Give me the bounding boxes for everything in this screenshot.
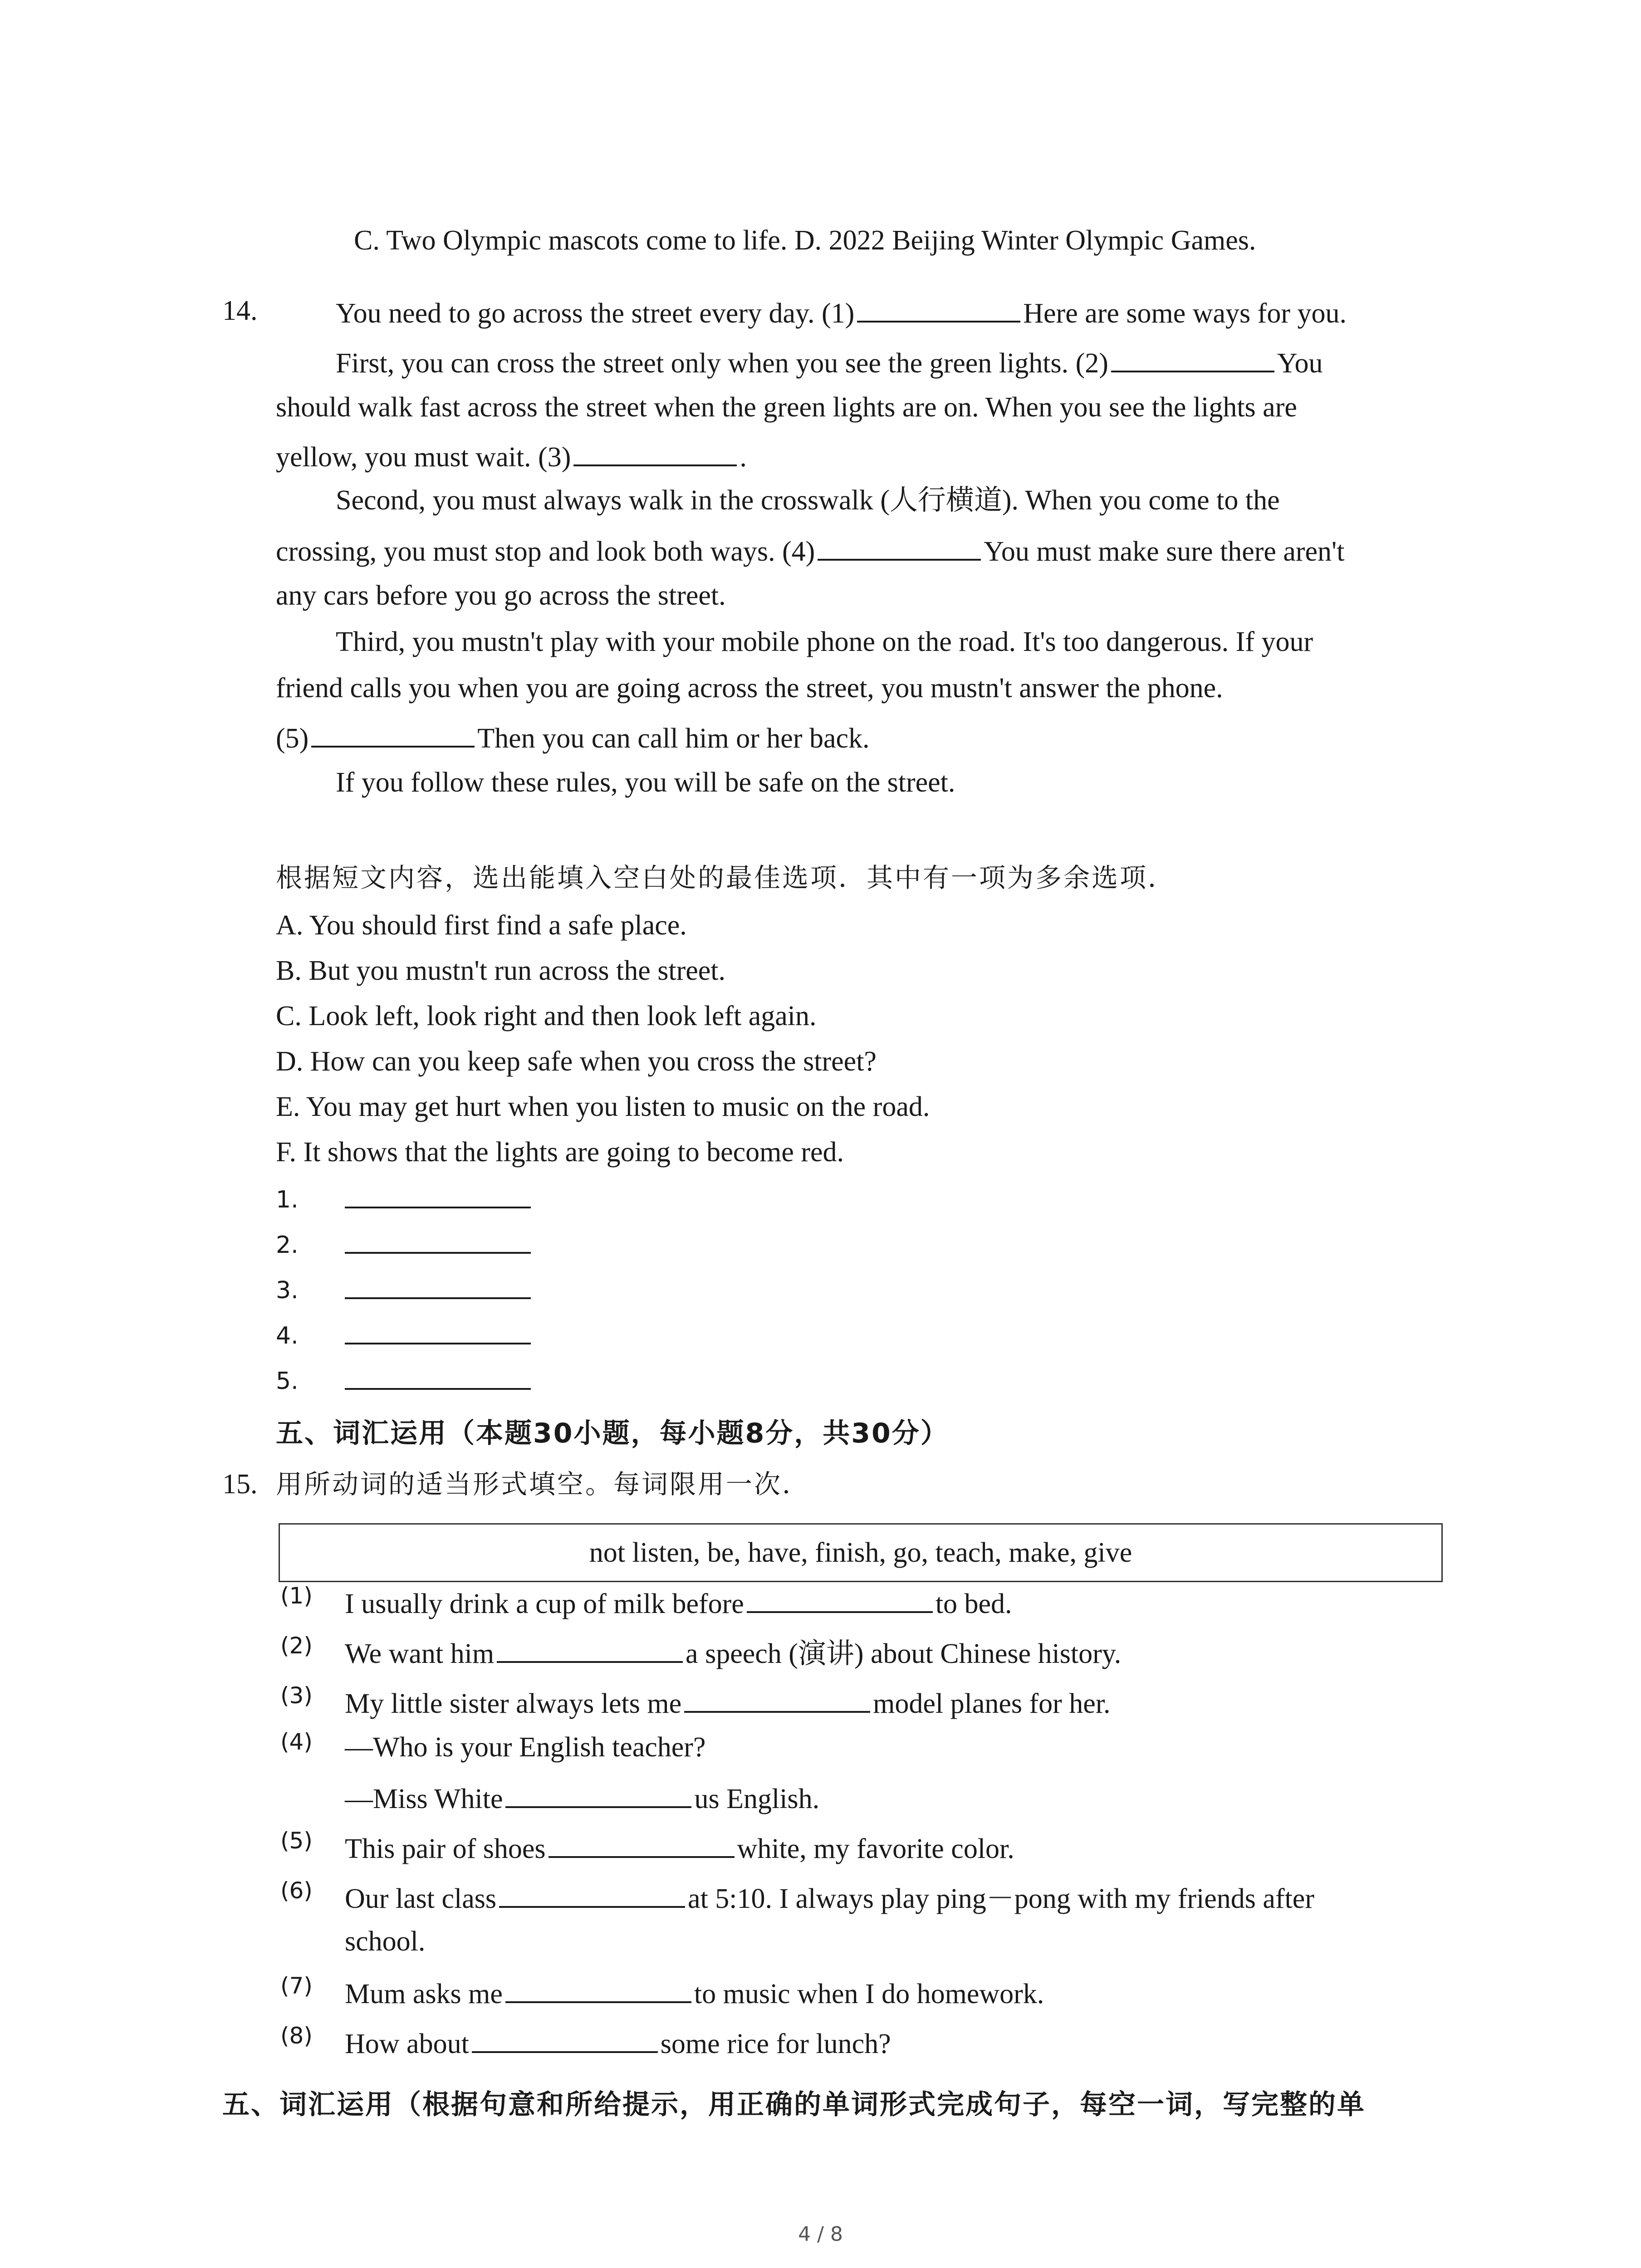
item-number-6: (6) (280, 1877, 313, 1904)
option-a: A. You should first find a safe place. (276, 910, 687, 941)
item-8: How about some rice for lunch? (345, 2023, 891, 2062)
answer-number-5: 5. (276, 1368, 299, 1395)
answer-line-2[interactable] (345, 1252, 531, 1254)
item-number-1: (1) (280, 1583, 313, 1609)
option-c: C. Look left, look right and then look left again. (276, 1001, 817, 1031)
answer-line-5[interactable] (345, 1388, 531, 1390)
item-number-5: (5) (280, 1828, 313, 1854)
option-f: F. It shows that the lights are going to become red. (276, 1137, 844, 1168)
blank-3[interactable] (573, 436, 737, 466)
q14-number: 14. (222, 295, 258, 326)
fill-blank-1[interactable] (747, 1583, 933, 1613)
q15-instruction: 用所动词的适当形式填空。每词限用一次． (276, 1469, 811, 1500)
answer-line-4[interactable] (345, 1343, 531, 1344)
item-3: My little sister always lets me model planes for her. (345, 1683, 1111, 1722)
blank-2[interactable] (1111, 342, 1274, 372)
blank-5[interactable] (311, 718, 475, 748)
next-section-heading: 五、词汇运用（根据句意和所给提示，用正确的单词形式完成句子，每空一词，写完整的单 (222, 2089, 1366, 2121)
option-d: D. How can you keep safe when you cross the street? (276, 1046, 877, 1077)
section-heading: 五、词汇运用（本题30小题，每小题8分，共30分） (276, 1418, 949, 1449)
fill-blank-5[interactable] (549, 1828, 735, 1858)
item-7: Mum asks me to music when I do homework. (345, 1973, 1044, 2012)
fill-blank-2[interactable] (497, 1633, 683, 1663)
answer-number-1: 1. (276, 1186, 299, 1213)
q14-line-4: yellow, you must wait. (3) . (276, 436, 747, 475)
blank-1[interactable] (857, 293, 1020, 323)
fill-blank-8[interactable] (472, 2023, 658, 2053)
blank-4[interactable] (818, 531, 981, 561)
item-2: We want him a speech (演讲) about Chinese history. (345, 1633, 1121, 1672)
q15-number: 15. (222, 1469, 258, 1500)
page-number: 4 / 8 (798, 2223, 843, 2246)
item-number-4: (4) (280, 1729, 313, 1755)
q14-line-7: any cars before you go across the street. (276, 580, 726, 611)
item-4-answer: —Miss White us English. (345, 1778, 819, 1817)
answer-line-1[interactable] (345, 1207, 531, 1208)
option-b: B. But you mustn't run across the street. (276, 955, 726, 986)
q14-line-9: friend calls you when you are going across the street, you mustn't answer the phone. (276, 673, 1223, 704)
answer-number-2: 2. (276, 1232, 299, 1259)
item-6-continued: school. (345, 1926, 426, 1957)
answer-number-4: 4. (276, 1322, 299, 1349)
answer-number-3: 3. (276, 1277, 299, 1304)
item-6: Our last class at 5:10. I always play ping－pong with my friends after (345, 1878, 1314, 1917)
item-5: This pair of shoes white, my favorite color. (345, 1828, 1014, 1867)
item-number-3: (3) (280, 1682, 313, 1709)
fill-blank-4[interactable] (505, 1778, 691, 1808)
item-number-2: (2) (280, 1633, 313, 1659)
q14-instruction: 根据短文内容，选出能填入空白处的最佳选项．其中有一项为多余选项． (276, 862, 1176, 893)
answer-line-3[interactable] (345, 1297, 531, 1299)
item-number-8: (8) (280, 2023, 313, 2049)
q14-line-1: You need to go across the street every day. (1) Here are some ways for you. (336, 293, 1347, 332)
q14-line-5: Second, you must always walk in the crosswalk (人行横道). When you come to the (336, 485, 1280, 516)
q14-line-2: First, you can cross the street only when you see the green lights. (2) You (336, 342, 1323, 381)
q14-line-10: (5) Then you can call him or her back. (276, 718, 870, 757)
word-box: not listen, be, have, finish, go, teach, make, give (279, 1523, 1443, 1582)
fill-blank-6[interactable] (499, 1878, 685, 1908)
q14-line-6: crossing, you must stop and look both ways. (4) You must make sure there aren't (276, 531, 1344, 570)
q14-line-8: Third, you mustn't play with your mobile phone on the road. It's too dangerous. If your (336, 626, 1313, 657)
q14-line-3: should walk fast across the street when the green lights are on. When you see the lights are (276, 392, 1297, 423)
option-e: E. You may get hurt when you listen to music on the road. (276, 1091, 930, 1122)
item-1: I usually drink a cup of milk before to bed. (345, 1583, 1012, 1622)
item-4-question: —Who is your English teacher? (345, 1732, 706, 1763)
item-number-7: (7) (280, 1973, 313, 1999)
top-options: C. Two Olympic mascots come to life. D. 2022 Beijing Winter Olympic Games. (354, 225, 1256, 256)
fill-blank-3[interactable] (684, 1683, 870, 1713)
q14-line-11: If you follow these rules, you will be safe on the street. (336, 767, 955, 798)
fill-blank-7[interactable] (505, 1973, 691, 2003)
